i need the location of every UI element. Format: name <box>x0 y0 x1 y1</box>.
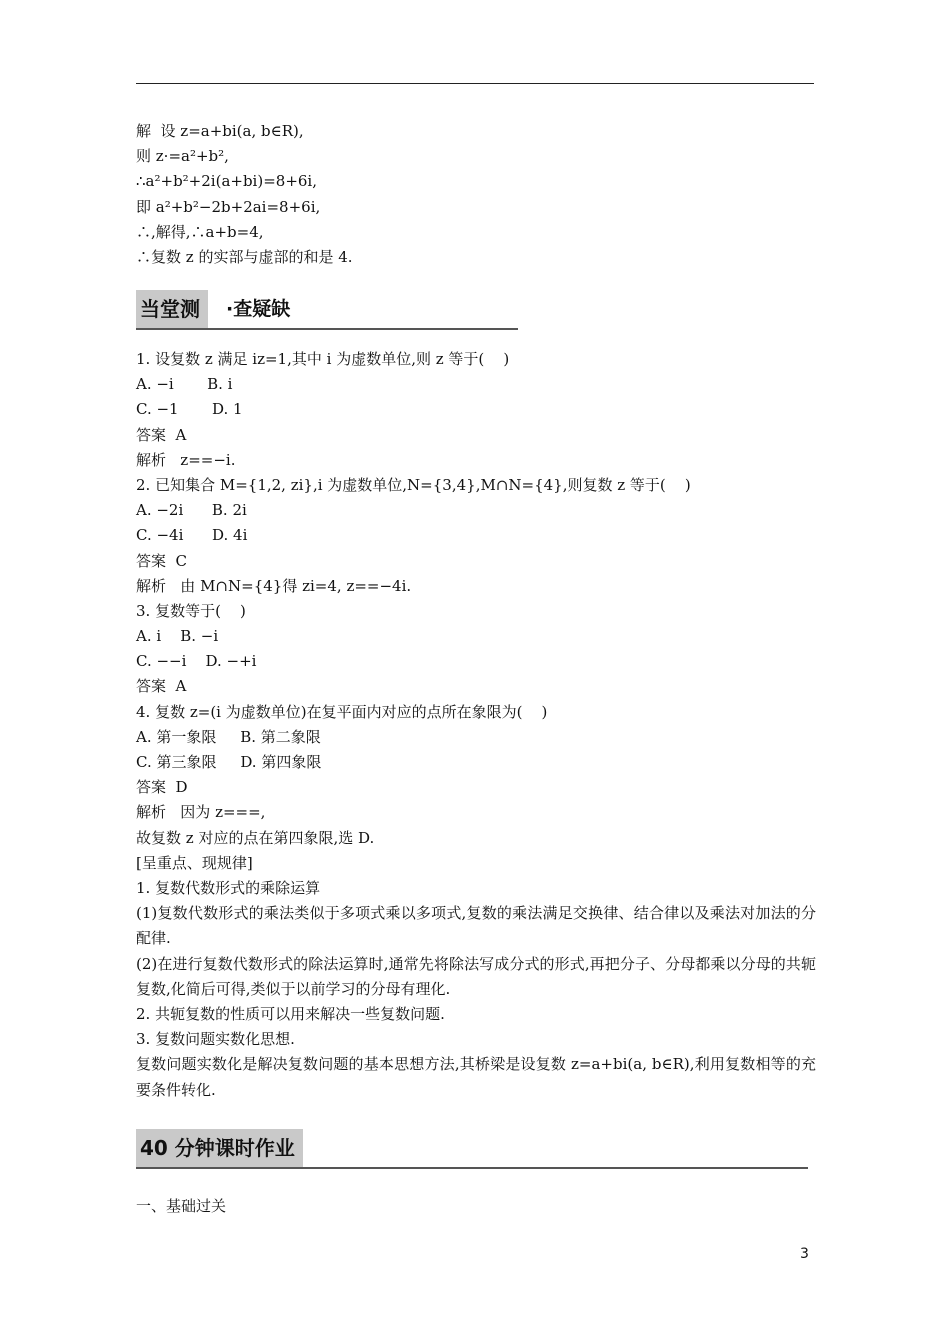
subsection-heading: 一、基础过关 <box>136 1197 227 1215</box>
paragraph: 复数问题实数化是解决复数问题的基本思想方法,其桥梁是设复数 z=a+bi(a, b∈R),利用复数相等的充要条件转化. <box>136 1055 816 1099</box>
solution-line: 即 a²+b²−2b+2ai=8+6i, <box>136 197 321 216</box>
solution-line: ∴复数 z 的实部与虚部的和是 4. <box>136 247 353 266</box>
question-line: A. −i B. i <box>136 375 233 394</box>
question-line: 故复数 z 对应的点在第四象限,选 D. <box>136 828 375 847</box>
question-line: 解析 因为 z===, <box>136 803 266 822</box>
question-line: 解析 由 M∩N={4}得 zi=4, z==−4i. <box>136 576 412 595</box>
section-header-homework <box>136 1129 808 1169</box>
paragraph: (1)复数代数形式的乘法类似于多项式乘以多项式,复数的乘法满足交换律、结合律以及乘法对加法的分配律. <box>136 904 816 948</box>
question-line: 解析 z==−i. <box>136 450 236 469</box>
question-line: A. 第一象限 B. 第二象限 <box>136 727 321 746</box>
question-line: A. −2i B. 2i <box>136 501 247 520</box>
questions-block <box>136 347 816 1103</box>
question-line: 答案 A <box>136 677 187 696</box>
question-line: 答案 A <box>136 425 187 444</box>
question-line: 2. 已知集合 M={1,2, zi},i 为虚数单位,N={3,4},M∩N={4},则复数 z 等于( ) <box>136 475 691 494</box>
question-line: A. i B. −i <box>136 627 219 646</box>
section-title: 40 分钟课时作业 <box>136 1129 303 1167</box>
section-header-practice <box>136 290 518 330</box>
paragraph: 2. 共轭复数的性质可以用来解决一些复数问题. <box>136 1004 445 1023</box>
question-line: 3. 复数等于( ) <box>136 601 246 620</box>
solution-block <box>136 119 816 270</box>
question-line: 答案 D <box>136 778 188 797</box>
question-line: [呈重点、现规律] <box>136 853 253 872</box>
question-line: 1. 复数代数形式的乘除运算 <box>136 878 321 897</box>
header-rule <box>136 83 814 84</box>
section-title: 当堂测 <box>136 290 208 328</box>
page-number: 3 <box>800 1246 809 1262</box>
section-rule <box>136 1167 808 1169</box>
question-line: 答案 C <box>136 551 188 570</box>
paragraph: (2)在进行复数代数形式的除法运算时,通常先将除法写成分式的形式,再把分子、分母都乘以分母的共轭复数,化简后可得,类似于以前学习的分母有理化. <box>136 954 816 998</box>
question-line: 1. 设复数 z 满足 iz=1,其中 i 为虚数单位,则 z 等于( ) <box>136 350 510 368</box>
question-line: 4. 复数 z=(i 为虚数单位)在复平面内对应的点所在象限为( ) <box>136 702 548 721</box>
solution-line: 解 设 z=a+bi(a, b∈R), <box>136 122 304 140</box>
question-line: C. 第三象限 D. 第四象限 <box>136 753 322 771</box>
question-line: C. −4i D. 4i <box>136 526 248 545</box>
solution-line: ∴,解得,∴a+b=4, <box>136 222 264 241</box>
question-line: C. −1 D. 1 <box>136 400 243 419</box>
section-subtitle: ·查疑缺 <box>226 298 291 320</box>
section-rule <box>136 328 518 330</box>
solution-line: ∴a²+b²+2i(a+bi)=8+6i, <box>136 172 317 191</box>
paragraph: 3. 复数问题实数化思想. <box>136 1030 295 1049</box>
basic-heading-block <box>136 1194 816 1219</box>
solution-line: 则 z·=a²+b², <box>136 147 229 166</box>
question-line: C. −−i D. −+i <box>136 652 257 671</box>
